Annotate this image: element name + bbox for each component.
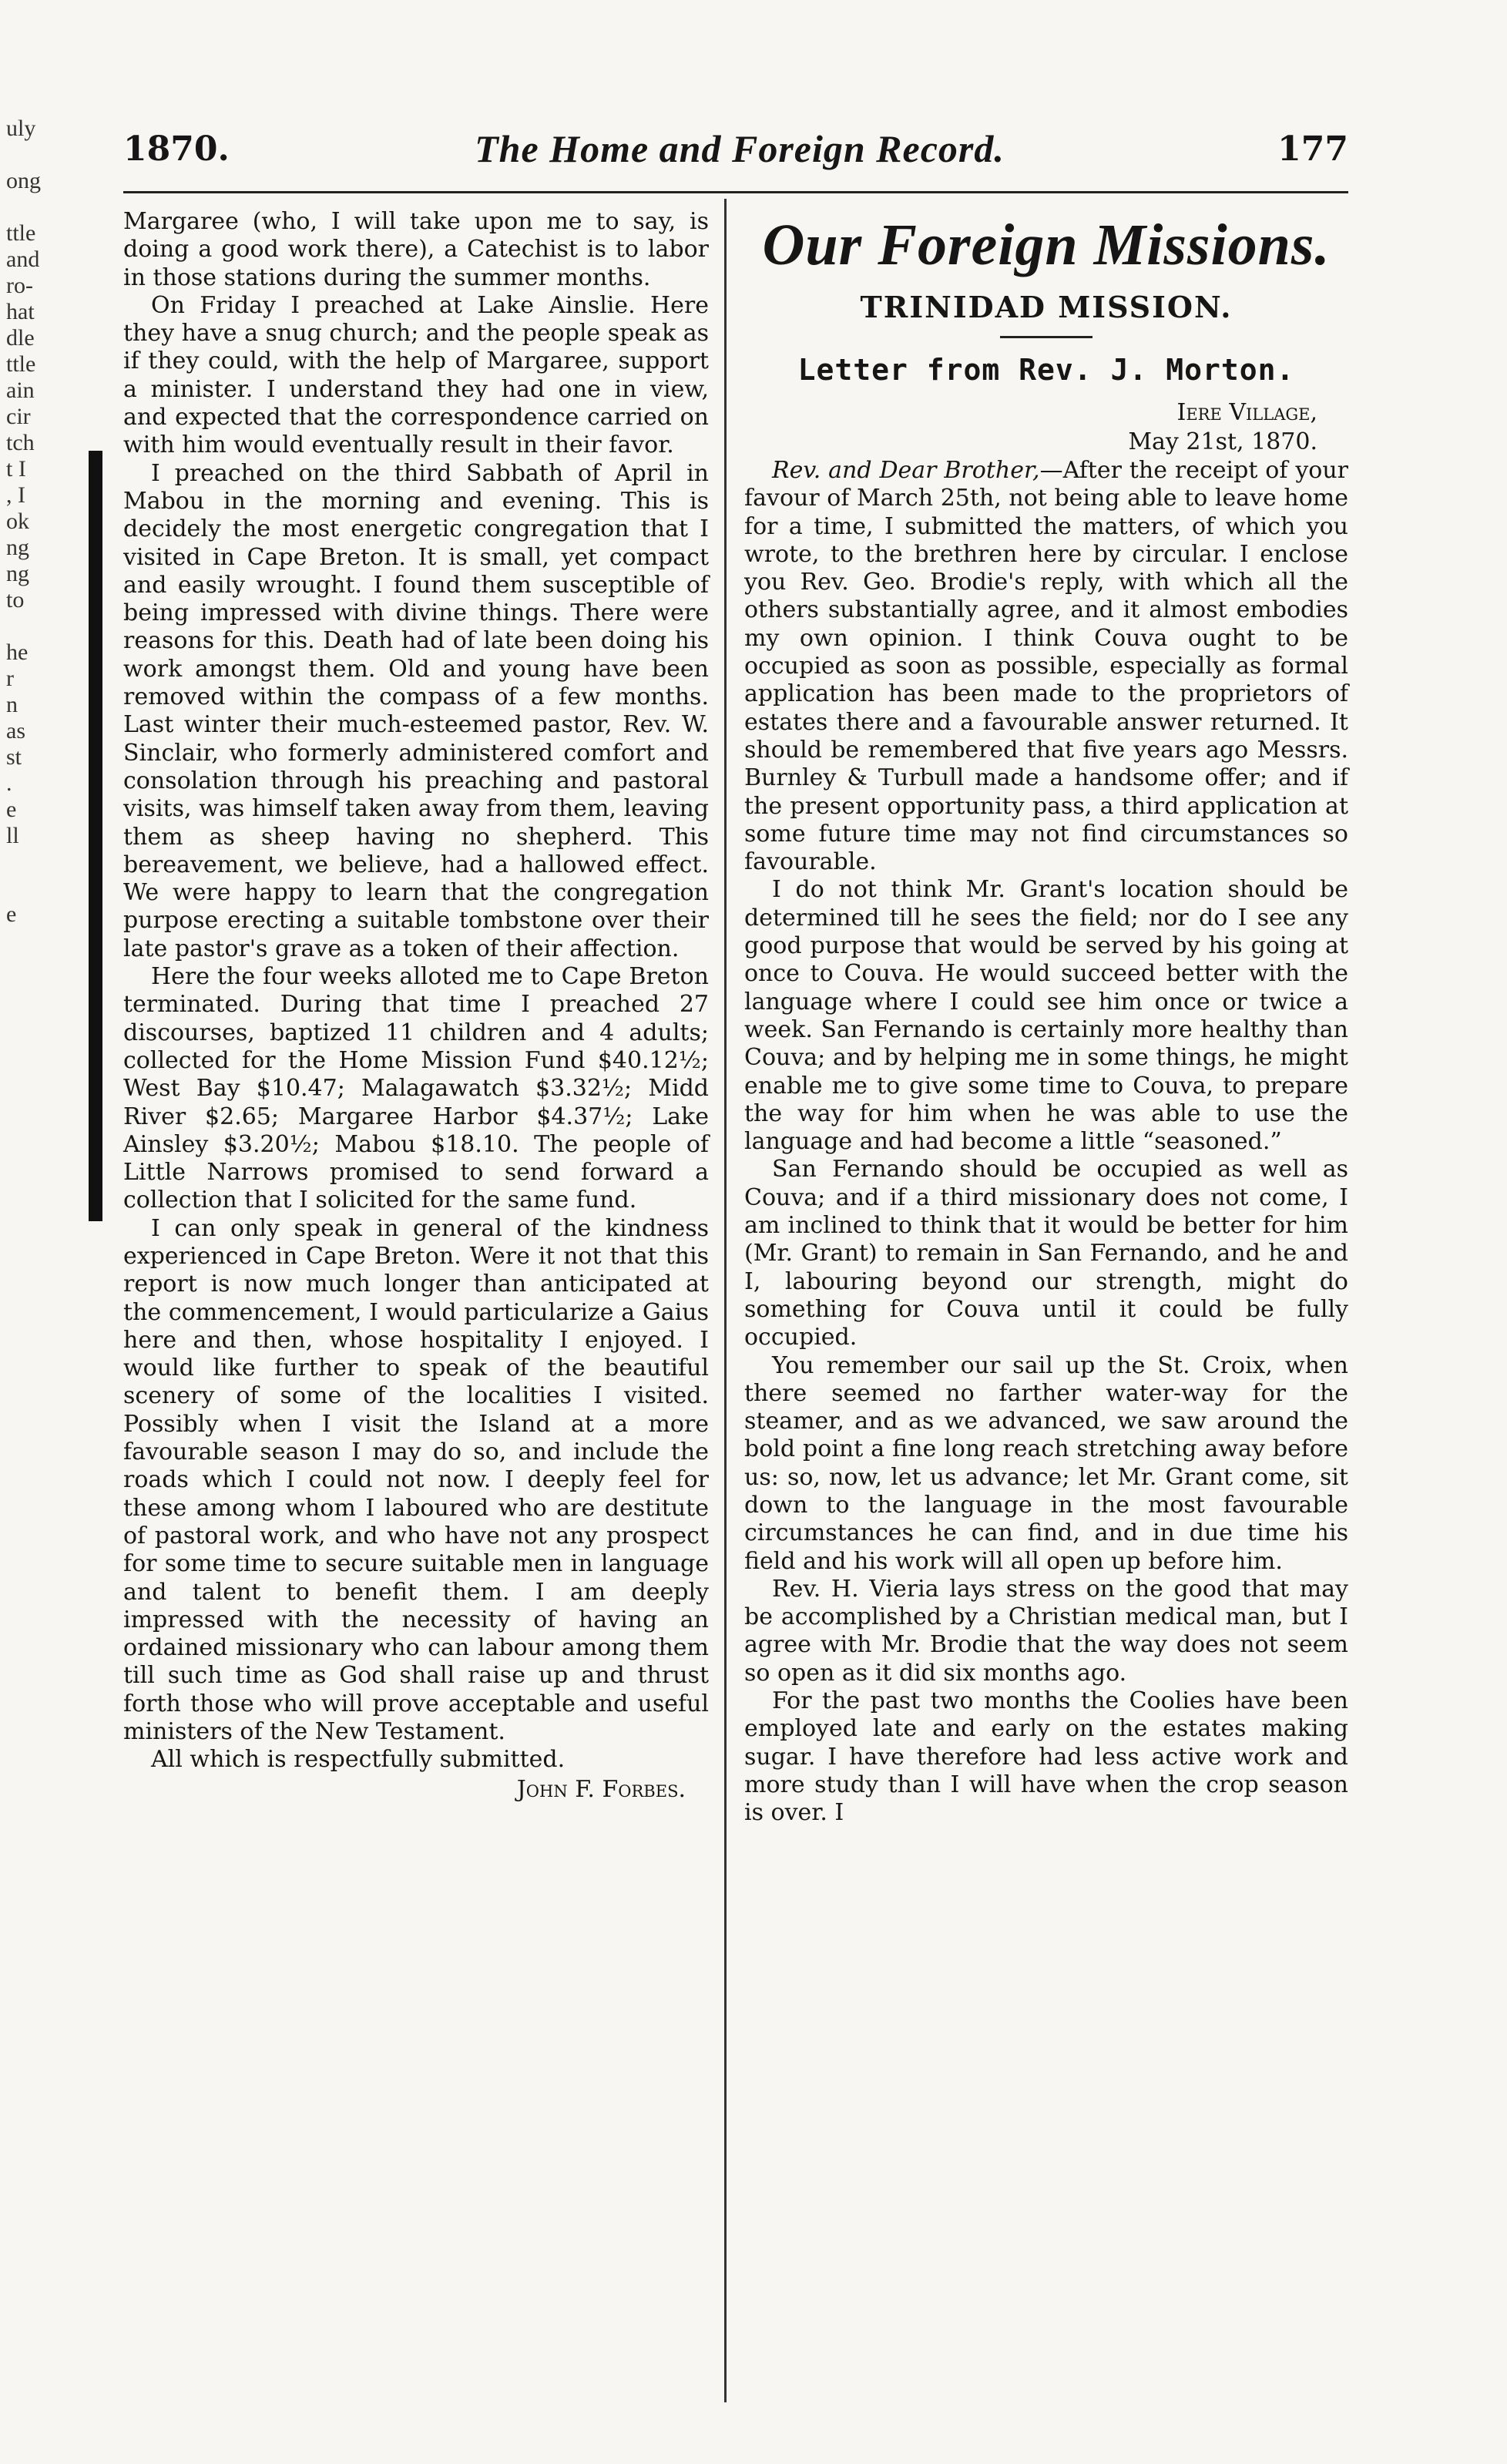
letter-heading: Letter from Rev. J. Morton.	[797, 353, 1295, 387]
column-divider	[724, 199, 727, 2402]
paragraph: Margaree (who, I will take upon me to say, is doing a good work there), a Catechist is to labor in those stations during the summer months.	[123, 208, 709, 291]
margin-fragment-line: dle	[6, 325, 35, 351]
margin-fragment-line: ll	[6, 823, 19, 848]
paragraph: On Friday I preached at Lake Ainslie. Here they have a snug church; and the people speak as if they could, with the help of Margaree, support a minister. I understand they had one in view, and expected that the correspondence carried on with him would eventually result in their favor.	[123, 291, 709, 459]
publication-title: The Home and Foreign Record.	[475, 127, 1005, 170]
paragraph: Rev. H. Vieria lays stress on the good that may be accomplished by a Christian medical man, but I agree with Mr. Brodie that the way does not seem so open as it did six months ago.	[744, 1575, 1348, 1687]
margin-fragment-line: ttle	[6, 220, 36, 246]
letter-place: Iere Village,	[1176, 399, 1317, 426]
section-title: Our Foreign Missions.	[762, 213, 1331, 277]
margin-fragment-line: uly	[6, 116, 36, 141]
adjacent-page-fragment	[6, 116, 60, 928]
salutation: Rev. and Dear Brother,	[772, 457, 1040, 484]
margin-fragment-line: and	[6, 247, 40, 272]
margin-fragment-line: e	[6, 901, 17, 927]
margin-fragment-line: tch	[6, 430, 35, 455]
margin-fragment-line: st	[6, 744, 22, 770]
margin-fragment-line	[6, 142, 60, 168]
paragraph: I can only speak in general of the kindness experienced in Cape Breton. Were it not that this report is now much longer than anticipated at the commencement, I would particularize a Gaius here and then, whose hospitality I enjoyed. I would like further to speak of the beautiful scenery of some of the localities I visited. Possibly when I visit the Island at a more favourable season I may do so, and include the roads which I could not now. I deeply feel for these among whom I laboured who are destitute of pastoral work, and who have not any prospect for some time to secure suitable men in language and talent to benefit them. I am deeply impressed with the necessity of having an ordained missionary who can labour among them till such time as God shall raise up and thrust forth those who will prove acceptable and useful ministers of the New Testament.	[123, 1214, 709, 1746]
margin-fragment-line: cir	[6, 404, 31, 429]
margin-fragment-line	[6, 875, 60, 901]
paragraph: I do not think Mr. Grant's location should be determined till he sees the field; nor do I see any good purpose that would be served by his going at once to Couva. He would succeed better with the language where I could see him once or twice a week. San Fernando is certainly more healthy than Couva; and by helping me in some things, he might enable me to give some time to Couva, to prepare the way for him when he was able to use the language and had become a little “seasoned.”	[744, 876, 1348, 1156]
margin-fragment-line: as	[6, 718, 25, 744]
paragraph	[744, 457, 1348, 876]
paragraph: San Fernando should be occupied as well as Couva; and if a third missionary does not come, I am inclined to think that it would be better for him (Mr. Grant) to remain in San Fernando, and he and I, labouring beyond our strength, might do something for Couva until it could be fully occupied.	[744, 1156, 1348, 1351]
header-rule	[123, 191, 1348, 193]
margin-fragment-line: to	[6, 587, 25, 613]
mission-title: TRINIDAD MISSION.	[860, 290, 1233, 324]
margin-fragment-line: ng	[6, 561, 29, 586]
title-rule	[1000, 336, 1092, 338]
margin-fragment-line: ain	[6, 378, 35, 403]
margin-fragment-line: ttle	[6, 351, 36, 377]
margin-fragment-line: ok	[6, 509, 29, 534]
margin-fragment-line: ng	[6, 535, 29, 560]
margin-fragment-line	[6, 613, 60, 639]
paragraph: For the past two months the Coolies have been employed late and early on the estates making sugar. I have therefore had less active work and more study than I will have when the crop season is over. I	[744, 1687, 1348, 1827]
page-number: 177	[1277, 129, 1348, 169]
header-year: 1870.	[123, 129, 230, 169]
left-column	[123, 208, 709, 1804]
margin-dark-bar	[89, 451, 102, 1221]
paragraph: Here the four weeks alloted me to Cape Breton terminated. During that time I preached 27 discourses, baptized 11 children and 4 adults; collected for the Home Mission Fund $40.12½; West Bay $10.47; Malagawatch $3.32½; Midd River $2.65; Margaree Harbor $4.37½; Lake Ainsley $3.20½; Mabou $18.10. The people of Little Narrows promised to send forward a collection that I solicited for the same fund.	[123, 963, 709, 1214]
closing-line: All which is respectfully submitted.	[151, 1746, 566, 1774]
signature: John F. Forbes.	[516, 1775, 686, 1803]
paragraph-text: —After the receipt of your favour of March 25th, not being able to leave home for a time, I submitted the matters, of which you wrote, to the brethren here by circular. I enclose you Rev. Geo. Brodie's reply, with which all the others substantially agree, and it almost embodies my own opinion. I think Couva ought to be occupied as soon as possible, especially as formal application has been made to the proprietors of estates there and a favourable answer returned. It should be remembered that five years ago Messrs. Burnley & Turbull made a handsome offer; and if the present opportunity pass, a third application at some future time may not find circumstances so favourable.	[744, 457, 1348, 876]
margin-fragment-line: he	[6, 639, 29, 665]
page-header	[123, 129, 1348, 183]
margin-fragment-line: n	[6, 692, 18, 717]
margin-fragment-line: hat	[6, 299, 35, 324]
margin-fragment-line: e	[6, 797, 17, 822]
margin-fragment-line: , I	[6, 482, 25, 508]
margin-fragment-line: t I	[6, 456, 26, 482]
margin-fragment-line: r	[6, 666, 14, 691]
margin-fragment-line: ro-	[6, 273, 33, 298]
letter-date: May 21st, 1870.	[1128, 428, 1317, 455]
paragraph: I preached on the third Sabbath of April in Mabou in the morning and evening. This is decidely the most energetic congregation that I visited in Cape Breton. It is small, yet compact and easily wrought. I found them susceptible of being impressed with divine things. There were reasons for this. Death had of late been doing his work amongst them. Old and young have been removed within the compass of a few months. Last winter their much-esteemed pastor, Rev. W. Sinclair, who formerly administered comfort and consolation through his preaching and pastoral visits, was himself taken away from them, leaving them as sheep having no shepherd. This bereavement, we believe, had a hallowed effect. We were happy to learn that the congregation purpose erecting a suitable tombstone over their late pastor's grave as a token of their affection.	[123, 459, 709, 962]
margin-fragment-line: ong	[6, 168, 41, 193]
margin-fragment-line	[6, 194, 60, 220]
right-column	[744, 208, 1348, 1828]
margin-fragment-line: .	[6, 770, 12, 796]
margin-fragment-line	[6, 849, 60, 875]
paragraph: You remember our sail up the St. Croix, when there seemed no farther water-way for the steamer, and as we advanced, we saw around the bold point a fine long reach stretching away before us: so, now, let us advance; let Mr. Grant come, sit down to the language in the most favourable circumstances he can find, and in due time his field and his work will all open up before him.	[744, 1351, 1348, 1575]
